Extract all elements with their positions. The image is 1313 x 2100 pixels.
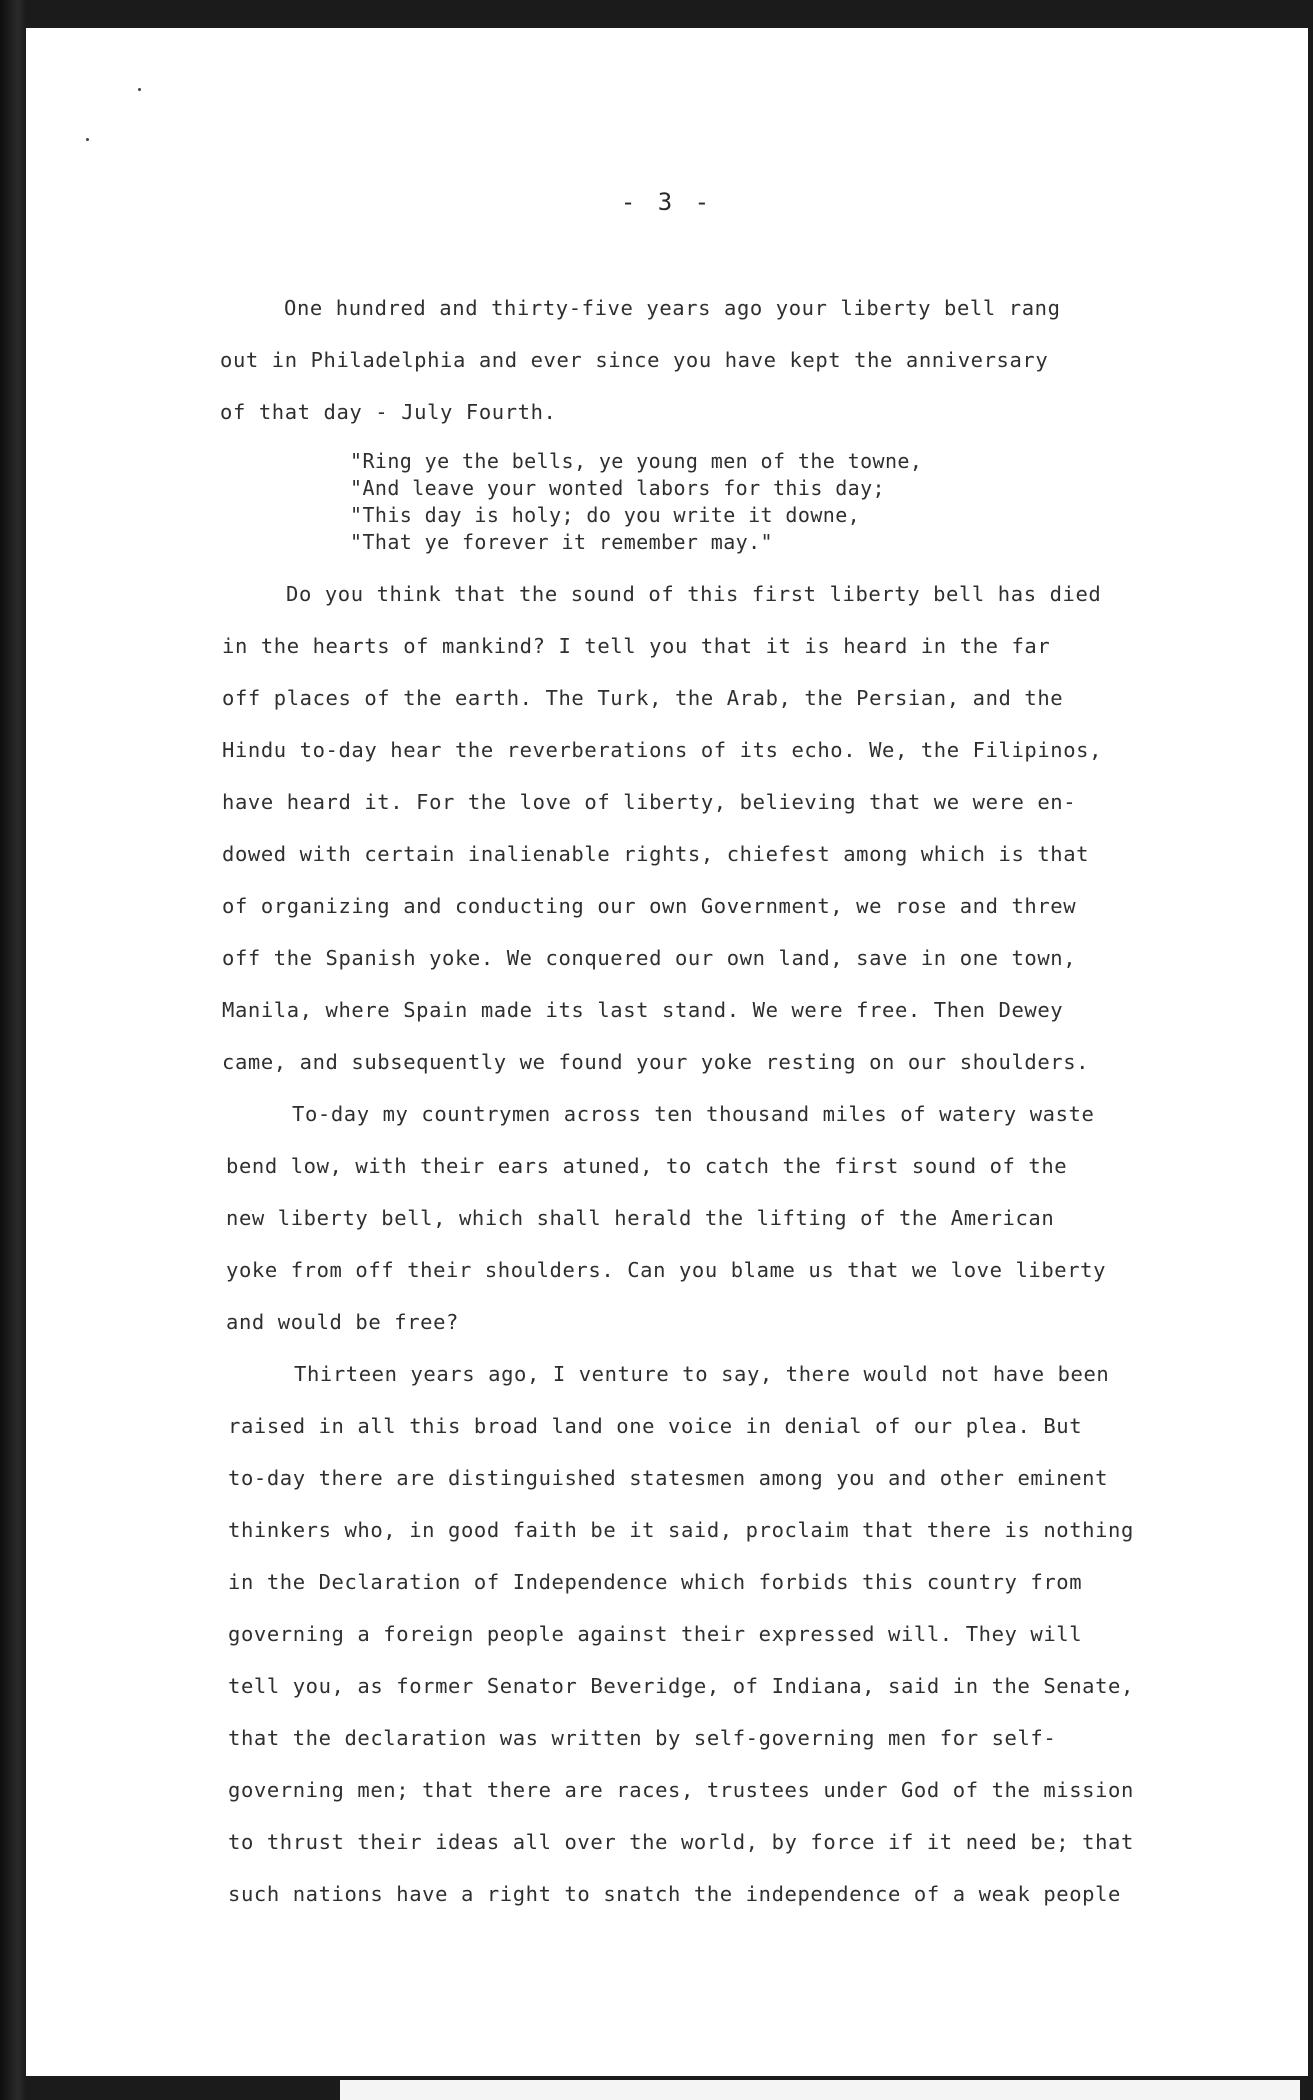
text-line: out in Philadelphia and ever since you have kept the anniversary	[220, 348, 1049, 372]
text-line: Hindu to-day hear the reverberations of its echo. We, the Filipinos,	[222, 738, 1103, 762]
text-line: in the hearts of mankind? I tell you that it is heard in the far	[222, 634, 1051, 658]
text-line: thinkers who, in good faith be it said, proclaim that there is nothing	[228, 1518, 1134, 1542]
text-line: tell you, as former Senator Beveridge, of Indiana, said in the Senate,	[228, 1674, 1134, 1698]
text-line: in the Declaration of Independence which forbids this country from	[228, 1570, 1083, 1594]
text-line: that the declaration was written by self-governing men for self-	[228, 1726, 1057, 1750]
text-line: off places of the earth. The Turk, the Arab, the Persian, and the	[222, 686, 1064, 710]
scan-speck	[86, 138, 89, 141]
text-line: and would be free?	[226, 1310, 459, 1334]
page-number: - 3 -	[620, 188, 714, 216]
text-line: governing men; that there are races, trustees under God of the mission	[228, 1778, 1134, 1802]
text-line: of that day - July Fourth.	[220, 400, 557, 424]
text-line: have heard it. For the love of liberty, believing that we were en-	[222, 790, 1077, 814]
text-line: to-day there are distinguished statesmen among you and other eminent	[228, 1466, 1109, 1490]
text-line: came, and subsequently we found your yoke resting on our shoulders.	[222, 1050, 1090, 1074]
text-line: of organizing and conducting our own Government, we rose and threw	[222, 894, 1077, 918]
text-line: new liberty bell, which shall herald the lifting of the American	[226, 1206, 1055, 1230]
text-line: yoke from off their shoulders. Can you blame us that we love liberty	[226, 1258, 1107, 1282]
text-line: raised in all this broad land one voice in denial of our plea. But	[228, 1414, 1083, 1438]
text-line: One hundred and thirty-five years ago your liberty bell rang	[284, 296, 1061, 320]
text-line: governing a foreign people against their expressed will. They will	[228, 1622, 1083, 1646]
text-line: Thirteen years ago, I venture to say, there would not have been	[294, 1362, 1110, 1386]
text-line: to thrust their ideas all over the world, by force if it need be; that	[228, 1830, 1134, 1854]
scan-edge-strip	[340, 2080, 1300, 2100]
verse-line: "And leave your wonted labors for this day;	[350, 476, 885, 500]
verse-line: "That ye forever it remember may."	[350, 530, 773, 554]
text-line: Manila, where Spain made its last stand. We were free. Then Dewey	[222, 998, 1064, 1022]
text-line: bend low, with their ears atuned, to catch the first sound of the	[226, 1154, 1068, 1178]
text-line: Do you think that the sound of this first liberty bell has died	[286, 582, 1102, 606]
verse-line: "This day is holy; do you write it downe,	[350, 503, 861, 527]
text-line: To-day my countrymen across ten thousand miles of watery waste	[292, 1102, 1095, 1126]
verse-line: "Ring ye the bells, ye young men of the towne,	[350, 449, 923, 473]
text-line: dowed with certain inalienable rights, chiefest among which is that	[222, 842, 1090, 866]
scan-speck	[138, 88, 141, 91]
text-line: off the Spanish yoke. We conquered our own land, save in one town,	[222, 946, 1077, 970]
document-page	[26, 28, 1308, 2076]
text-line: such nations have a right to snatch the independence of a weak people	[228, 1882, 1122, 1906]
